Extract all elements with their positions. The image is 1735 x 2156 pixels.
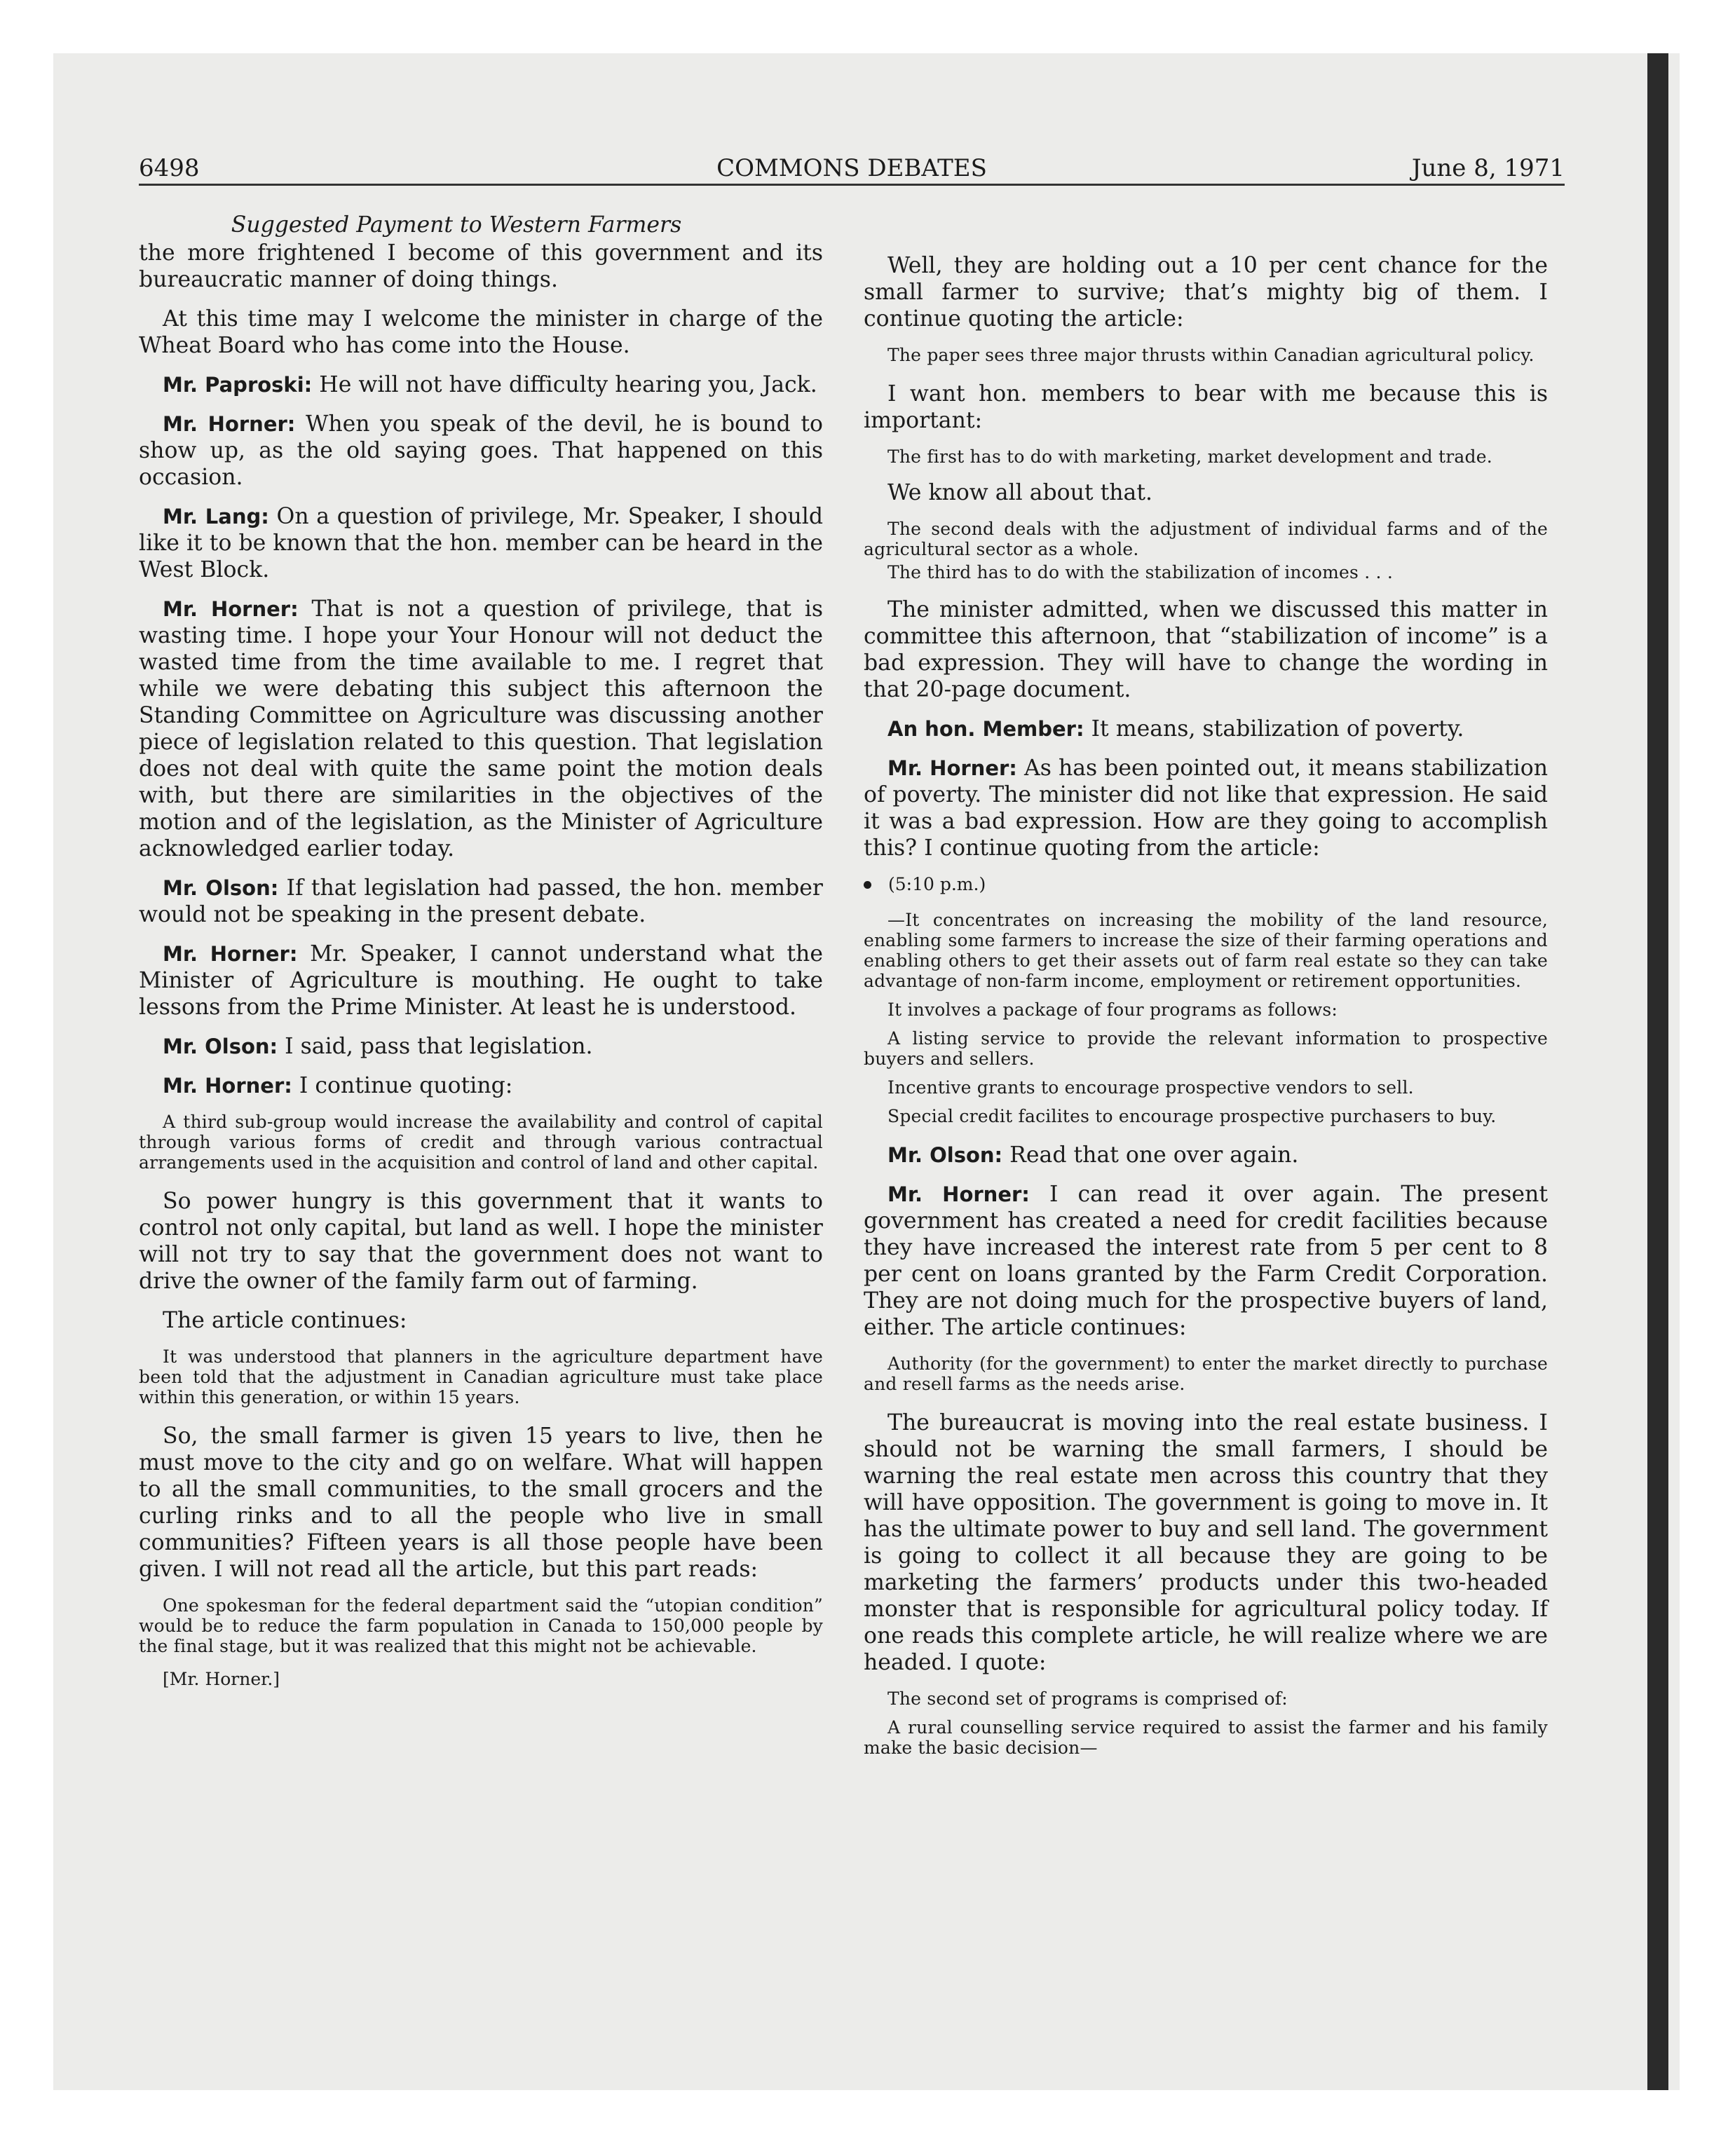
speech-text: Mr. Speaker, I cannot understand what the Minister of Agriculture is mouthing. He ought to take lessons from the Prime Minister. At least he is understood.	[139, 941, 823, 1020]
speaker-name: Mr. Horner:	[163, 412, 296, 436]
quotation: Authority (for the government) to enter the market directly to purchase and resell farms as the needs arise.	[864, 1353, 1548, 1394]
quotation: It involves a package of four programs as follows:	[887, 999, 1338, 1020]
speech-text: That is not a question of privilege, that is wasting time. I hope your Your Honour will not deduct the wasted time from the time available to me. I regret that while we were debating this subject this afternoon the Standing Committee on Agriculture was discussing another piece of legislation related to this question. That legislation does not deal with quite the same point the motion deals with, but there are similarities in the objectives of the motion and of the legislation, as the Minister of Agriculture acknowledged earlier today.	[139, 596, 823, 861]
speech	[864, 1181, 1548, 1341]
speaker-attribution: [Mr. Horner.]	[163, 1669, 280, 1689]
quotation: A listing service to provide the relevant information to prospective buyers and sellers.	[864, 1028, 1548, 1069]
speaker-name: Mr. Olson:	[163, 876, 279, 900]
speaker-name: Mr. Horner:	[163, 1074, 292, 1098]
speech	[139, 503, 823, 583]
paragraph: So, the small farmer is given 15 years to live, then he must move to the city and go on welfare. What will happen to all the small communities, to the small grocers and the curling rinks and to all the people who live in small communities? Fifteen years is all those people have been given. I will not read all the article, but this part reads:	[139, 1424, 823, 1582]
speech	[139, 596, 823, 862]
paragraph: The article continues:	[163, 1308, 407, 1333]
paragraph: I want hon. members to bear with me because this is important:	[864, 381, 1548, 433]
quotation: The third has to do with the stabilization of incomes . . .	[887, 562, 1393, 582]
speech-text: As has been pointed out, it means stabilization of poverty. The minister did not like that expression. He said it was a bad expression. How are they going to accomplish this? I continue quoting from the article:	[864, 756, 1548, 861]
scan-edge-shadow	[1647, 53, 1668, 2090]
speaker-name: Mr. Horner:	[163, 942, 298, 966]
speech	[864, 1142, 1548, 1168]
speech-text: If that legislation had passed, the hon. member would not be speaking in the present debate.	[139, 875, 823, 927]
publication-title: COMMONS DEBATES	[716, 154, 987, 182]
speech-text: I continue quoting:	[292, 1073, 513, 1098]
page-number: 6498	[139, 154, 200, 182]
speaker-name: Mr. Olson:	[887, 1143, 1003, 1167]
speech-text: On a question of privilege, Mr. Speaker, I should like it to be known that the hon. member can be heard in the West Block.	[139, 504, 823, 582]
section-title: Suggested Payment to Western Farmers	[231, 212, 682, 238]
quotation: The first has to do with marketing, market development and trade.	[887, 446, 1492, 467]
quotation: Special credit facilites to encourage prospective purchasers to buy.	[887, 1106, 1497, 1126]
paragraph: The minister admitted, when we discussed this matter in committee this afternoon, that “stabilization of income” is a bad expression. They will have to change the wording in that 20-page document.	[864, 597, 1548, 702]
speech	[139, 875, 823, 928]
page-header	[139, 153, 1565, 186]
paragraph: Well, they are holding out a 10 per cent chance for the small farmer to survive; that’s mighty big of them. I continue quoting the article:	[864, 253, 1548, 332]
speech	[139, 1072, 823, 1099]
publication-date: June 8, 1971	[1411, 154, 1565, 182]
speech	[139, 371, 823, 398]
time-stamp: (5:10 p.m.)	[888, 874, 986, 894]
speaker-name: Mr. Horner:	[163, 597, 299, 621]
paragraph: the more frightened I become of this government and its bureaucratic manner of doing things.	[139, 240, 823, 292]
speech-text: I can read it over again. The present government has created a need for credit facilities because they have increased the interest rate from 5 per cent to 8 per cent on loans granted by the Farm Credit Corporation. They are not doing much for the prospective buyers of land, either. The article continues:	[864, 1182, 1548, 1340]
quotation: Incentive grants to encourage prospective vendors to sell.	[887, 1077, 1414, 1098]
quotation: A third sub-group would increase the availability and control of capital through various forms of credit and through various contractual arrangements used in the acquisition and control of land and other capital.	[139, 1112, 823, 1173]
quotation: It was understood that planners in the agriculture department have been told that the adjustment in Canadian agriculture must take place within this generation, or within 15 years.	[139, 1346, 823, 1407]
quotation: —It concentrates on increasing the mobility of the land resource, enabling some farmers to increase the size of their farming operations and enabling others to get their assets out of farm real estate so they can take advantage of non-farm income, employment or retirement opportunities.	[864, 910, 1548, 991]
speech	[864, 755, 1548, 861]
quotation: A rural counselling service required to assist the farmer and his family make the basic decision—	[864, 1717, 1548, 1758]
speech	[139, 941, 823, 1021]
paragraph: We know all about that.	[887, 480, 1152, 505]
speech-text: When you speak of the devil, he is bound to show up, as the old saying goes. That happened on this occasion.	[139, 411, 823, 490]
speaker-name: An hon. Member:	[887, 717, 1084, 741]
paragraph: At this time may I welcome the minister in charge of the Wheat Board who has come into the House.	[139, 306, 823, 358]
paragraph: The bureaucrat is moving into the real estate business. I should not be warning the small farmers, I should be warning the real estate men across this country that they will have opposition. The government is going to move in. It has the ultimate power to buy and sell land. The government is going to collect it all because they are going to be marketing the farmers’ products under this two-headed monster that is responsible for agricultural policy today. If one reads this complete article, he will realize where we are headed. I quote:	[864, 1410, 1548, 1675]
paragraph: So power hungry is this government that it wants to control not only capital, but land as well. I hope the minister will not try to say that the government does not want to drive the owner of the family farm out of farming.	[139, 1189, 823, 1294]
left-column	[139, 212, 823, 1690]
speaker-name: Mr. Horner:	[887, 1182, 1030, 1206]
speech	[139, 1033, 823, 1060]
speaker-name: Mr. Paproski:	[163, 373, 313, 397]
bullet-icon	[864, 881, 871, 889]
speech-text: It means, stabilization of poverty.	[1084, 716, 1464, 742]
speaker-name: Mr. Olson:	[163, 1035, 278, 1058]
right-column	[864, 212, 1548, 1766]
speech-text: He will not have difficulty hearing you, Jack.	[312, 372, 817, 397]
quotation: One spokesman for the federal department said the “utopian condition” would be to reduce the farm population in Canada to 150,000 people by the final stage, but it was realized that this might not be achievable.	[139, 1595, 823, 1656]
speech	[139, 411, 823, 491]
quotation: The paper sees three major thrusts within Canadian agricultural policy.	[887, 345, 1535, 365]
quotation: The second deals with the adjustment of individual farms and of the agricultural sector as a whole.	[864, 519, 1548, 559]
quotation: The second set of programs is comprised of:	[887, 1688, 1288, 1709]
speaker-name: Mr. Horner:	[887, 756, 1017, 780]
speech-text: Read that one over again.	[1002, 1142, 1299, 1168]
speaker-name: Mr. Lang:	[163, 505, 269, 528]
speech-text: I said, pass that legislation.	[278, 1034, 593, 1059]
speech	[864, 716, 1548, 742]
time-marker	[864, 874, 1548, 894]
